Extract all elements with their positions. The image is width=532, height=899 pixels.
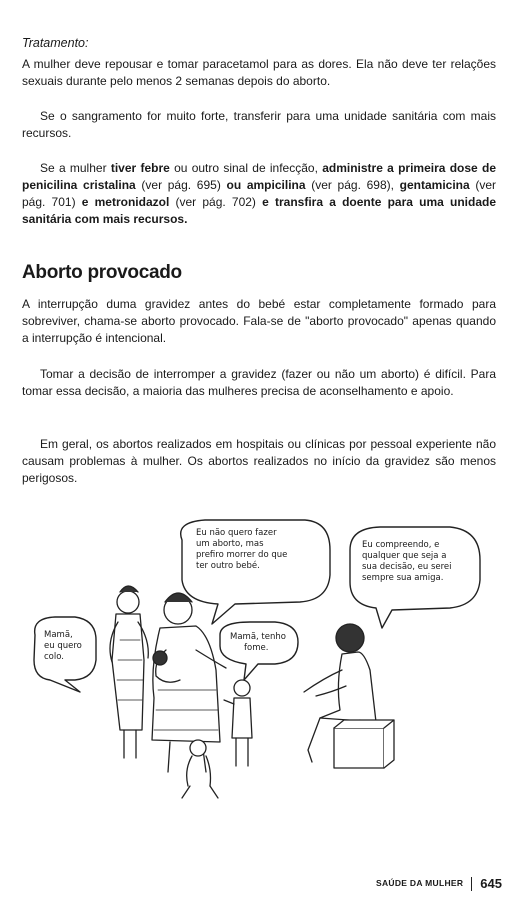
text-run-bold: administre a primeira dose de penicilina cristalina: [22, 161, 496, 192]
page-footer: [376, 876, 502, 891]
text-run-bold: e metronidazol: [81, 195, 170, 209]
text-run-bold: tiver febre: [110, 161, 170, 175]
bubble-text-child: [230, 632, 286, 654]
text-run-bold: e transfira a doente para uma unidade sanitária com mais recursos.: [22, 195, 497, 226]
bubble-line: eu quero: [44, 641, 82, 651]
text-run: (ver pág. 701): [22, 178, 497, 209]
bubble-text-counselor: [362, 540, 452, 584]
bubble-line: prefiro morrer do que: [196, 550, 288, 560]
section-paragraph-3: Em geral, os abortos realizados em hospitais ou clínicas por pessoal experiente não causam problemas à mulher. Os abortos realizados no início da gravidez são menos perigosos.: [22, 437, 496, 485]
footer-divider: [471, 877, 472, 891]
bubble-line: Eu não quero fazer: [196, 528, 277, 538]
bubble-line: ter outro bebé.: [196, 561, 260, 571]
scene-people: [110, 586, 394, 798]
page-number: 645: [480, 876, 502, 891]
bubble-line: Mamã,: [44, 630, 73, 640]
bubble-line: qualquer que seja a: [362, 551, 447, 561]
text-run: ou outro sinal de infecção,: [169, 161, 323, 175]
illustration: [20, 510, 500, 810]
bubble-line: Eu compreendo, e: [362, 540, 440, 550]
text-run: Se a mulher: [40, 161, 111, 175]
bubble-text-girl: [44, 630, 82, 663]
bubble-line: fome.: [244, 643, 269, 653]
bubble-text-woman: [196, 528, 287, 572]
text-run-bold: gentamicina: [399, 178, 470, 192]
text-run: (ver pág. 702): [169, 195, 263, 209]
bubble-line: colo.: [44, 652, 64, 662]
bubble-line: sua decisão, eu serei: [362, 562, 452, 572]
treatment-paragraph-1: A mulher deve repousar e tomar paracetamol para as dores. Ela não deve ter relações sexuais durante pelo menos 2 semanas depois do aborto.: [22, 57, 496, 88]
section-title: Aborto provocado: [22, 262, 182, 283]
section-paragraph-2: Tomar a decisão de interromper a gravidez (fazer ou não um aborto) é difícil. Para tomar essa decisão, a maioria das mulheres precisa de aconselhamento e apoio.: [22, 367, 496, 398]
text-run: (ver pág. 698),: [305, 178, 400, 192]
section-paragraph-1: A interrupção duma gravidez antes do bebé estar completamente formado para sobreviver, chama-se aborto provocado. Fala-se de "aborto provocado" apenas quando a interrupção é intencional.: [22, 297, 496, 345]
bubble-line: um aborto, mas: [196, 539, 264, 549]
treatment-heading: Tratamento:: [22, 36, 89, 50]
footer-section: SAÚDE DA MULHER: [376, 878, 464, 889]
treatment-paragraph-3: [22, 160, 496, 228]
treatment-paragraph-2: Se o sangramento for muito forte, transferir para uma unidade sanitária com mais recursos.: [22, 109, 496, 140]
bubble-line: Mamã, tenho: [230, 632, 286, 642]
text-run: (ver pág. 695): [135, 178, 227, 192]
bubble-line: sempre sua amiga.: [362, 573, 444, 583]
text-run-bold: ou ampicilina: [226, 178, 306, 192]
